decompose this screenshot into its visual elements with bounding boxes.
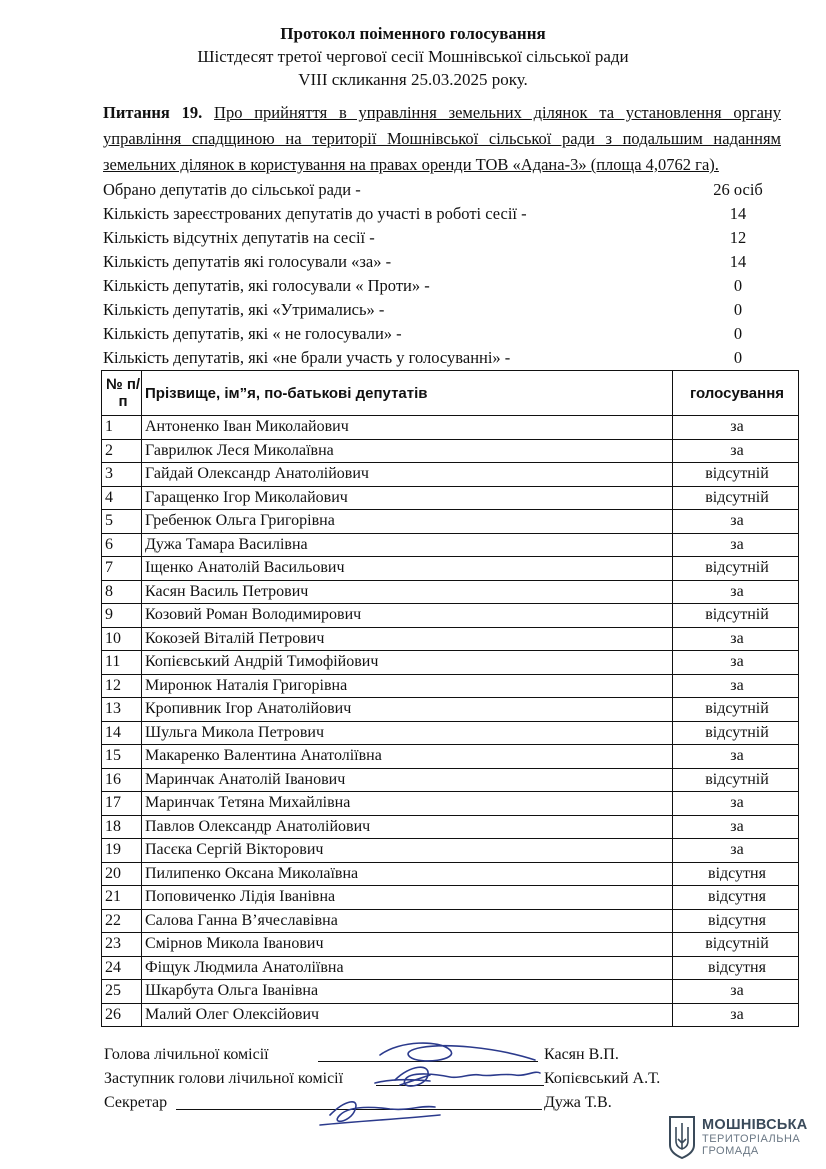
vote-result: відсутня (673, 909, 799, 933)
table-row (102, 627, 799, 651)
stat-value: 0 (733, 348, 743, 367)
stat-value: 14 (729, 204, 747, 223)
deputy-name: Гаращенко Ігор Миколайович (142, 486, 673, 510)
stat-label: Кількість зареєстрованих депутатів до участі в роботі сесії - (103, 204, 527, 223)
vote-result: за (673, 627, 799, 651)
table-row (102, 604, 799, 628)
stat-label: Кількість депутатів, які « не голосували» - (103, 324, 402, 343)
signature-name: Касян В.П. (544, 1046, 619, 1063)
agenda-question (103, 100, 781, 178)
vote-result: за (673, 580, 799, 604)
deputy-name: Смірнов Микола Іванович (142, 933, 673, 957)
stat-value: 14 (729, 252, 747, 271)
vote-result: за (673, 439, 799, 463)
stat-row (103, 298, 793, 322)
stat-row (103, 202, 793, 226)
vote-result: за (673, 792, 799, 816)
deputy-name: Гаврилюк Леся Миколаївна (142, 439, 673, 463)
roll-call-table (101, 370, 799, 1027)
row-number: 8 (102, 580, 142, 604)
column-header-vote: голосування (673, 371, 799, 416)
row-number: 17 (102, 792, 142, 816)
vote-result: за (673, 416, 799, 440)
row-number: 6 (102, 533, 142, 557)
column-header-name: Прізвище, ім”я, по-батькові депутатів (142, 371, 673, 416)
table-row (102, 721, 799, 745)
session-line: Шістдесят третої чергової сесії Мошнівської сільської ради (197, 47, 629, 66)
stat-value: 0 (733, 276, 743, 295)
stat-row (103, 322, 793, 346)
deputy-name: Пилипенко Оксана Миколаївна (142, 862, 673, 886)
logo-line-3: ГРОМАДА (702, 1145, 759, 1157)
table-row (102, 886, 799, 910)
table-row (102, 533, 799, 557)
vote-result: відсутній (673, 721, 799, 745)
deputy-name: Малий Олег Олексійович (142, 1003, 673, 1027)
table-row (102, 1003, 799, 1027)
stat-row (103, 346, 793, 370)
stat-row (103, 226, 793, 250)
vote-result: відсутня (673, 886, 799, 910)
row-number: 25 (102, 980, 142, 1004)
logo-line-2: ТЕРИТОРІАЛЬНА (702, 1133, 801, 1145)
deputy-name: Копієвський Андрій Тимофійович (142, 651, 673, 675)
vote-result: за (673, 533, 799, 557)
table-row (102, 580, 799, 604)
deputy-name: Фіщук Людмила Анатоліївна (142, 956, 673, 980)
vote-result: відсутній (673, 933, 799, 957)
vote-result: відсутній (673, 557, 799, 581)
vote-result: відсутня (673, 956, 799, 980)
deputy-name: Антоненко Іван Миколайович (142, 416, 673, 440)
row-number: 12 (102, 674, 142, 698)
row-number: 24 (102, 956, 142, 980)
row-number: 23 (102, 933, 142, 957)
stat-label: Обрано депутатів до сільської ради - (103, 180, 361, 199)
row-number: 10 (102, 627, 142, 651)
table-row (102, 439, 799, 463)
vote-result: відсутній (673, 698, 799, 722)
deputy-name: Пасєка Сергій Вікторович (142, 839, 673, 863)
deputy-name: Шульга Микола Петрович (142, 721, 673, 745)
table-row (102, 956, 799, 980)
deputy-name: Миронюк Наталія Григорівна (142, 674, 673, 698)
signature-role: Секретар (104, 1094, 168, 1111)
deputy-name: Маринчак Анатолій Іванович (142, 768, 673, 792)
table-row (102, 933, 799, 957)
deputy-name: Маринчак Тетяна Михайлівна (142, 792, 673, 816)
stat-label: Кількість депутатів, які «Утримались» - (103, 300, 385, 319)
vote-result: за (673, 745, 799, 769)
row-number: 16 (102, 768, 142, 792)
document-header (0, 22, 826, 91)
row-number: 5 (102, 510, 142, 534)
vote-result: за (673, 839, 799, 863)
vote-result: відсутній (673, 463, 799, 487)
deputy-name: Гайдай Олександр Анатолійович (142, 463, 673, 487)
stat-label: Кількість депутатів, які голосували « Проти» - (103, 276, 430, 295)
table-row (102, 510, 799, 534)
table-row (102, 980, 799, 1004)
table-row (102, 768, 799, 792)
row-number: 18 (102, 815, 142, 839)
stat-label: Кількість депутатів, які «не брали участь у голосуванні» - (103, 348, 511, 367)
stat-value: 12 (729, 228, 747, 247)
row-number: 22 (102, 909, 142, 933)
table-body (102, 416, 799, 1027)
signature-role: Голова лічильної комісії (104, 1046, 269, 1063)
row-number: 13 (102, 698, 142, 722)
table-row (102, 815, 799, 839)
stat-value: 26 осіб (713, 180, 763, 199)
row-number: 1 (102, 416, 142, 440)
row-number: 2 (102, 439, 142, 463)
vote-result: за (673, 510, 799, 534)
question-number: Питання 19. (103, 103, 203, 122)
vote-result: за (673, 674, 799, 698)
stat-row (103, 178, 793, 202)
deputy-name: Іщенко Анатолій Васильович (142, 557, 673, 581)
vote-result: відсутній (673, 604, 799, 628)
table-row (102, 792, 799, 816)
signature-name: Копієвський А.Т. (544, 1070, 661, 1087)
deputy-name: Шкарбута Ольга Іванівна (142, 980, 673, 1004)
table-row (102, 698, 799, 722)
table-row (102, 839, 799, 863)
deputy-name: Салова Ганна В’ячеславівна (142, 909, 673, 933)
table-row (102, 862, 799, 886)
deputy-name: Кропивник Ігор Анатолійович (142, 698, 673, 722)
signature-role: Заступник голови лічильної комісії (104, 1070, 344, 1087)
table-row (102, 745, 799, 769)
stat-row (103, 250, 793, 274)
vote-result: відсутній (673, 486, 799, 510)
stat-value: 0 (733, 300, 743, 319)
table-row (102, 557, 799, 581)
deputy-name: Макаренко Валентина Анатоліївна (142, 745, 673, 769)
row-number: 21 (102, 886, 142, 910)
column-header-number: № п/п (102, 371, 142, 416)
deputy-name: Дужа Тамара Василівна (142, 533, 673, 557)
convocation-date-line: VIII скликання 25.03.2025 року. (298, 70, 528, 89)
vote-result: відсутня (673, 862, 799, 886)
vote-result: відсутній (673, 768, 799, 792)
deputy-name: Касян Василь Петрович (142, 580, 673, 604)
deputy-name: Гребенюк Ольга Григорівна (142, 510, 673, 534)
vote-result: за (673, 1003, 799, 1027)
vote-result: за (673, 980, 799, 1004)
signature-name: Дужа Т.В. (544, 1094, 612, 1111)
stat-value: 0 (733, 324, 743, 343)
table-row (102, 486, 799, 510)
row-number: 7 (102, 557, 142, 581)
stat-label: Кількість депутатів які голосували «за» - (103, 252, 392, 271)
deputy-name: Павлов Олександр Анатолійович (142, 815, 673, 839)
row-number: 4 (102, 486, 142, 510)
vote-result: за (673, 651, 799, 675)
table-row (102, 463, 799, 487)
community-logo (668, 1115, 818, 1161)
trident-icon (668, 1115, 696, 1159)
row-number: 19 (102, 839, 142, 863)
row-number: 9 (102, 604, 142, 628)
vote-result: за (673, 815, 799, 839)
stat-label: Кількість відсутніх депутатів на сесії - (103, 228, 375, 247)
row-number: 3 (102, 463, 142, 487)
stat-row (103, 274, 793, 298)
question-text: Про прийняття в управління земельних ділянок та установлення органу управління спадщиною на території Мошнівської сільської ради з подальшим наданням земельних ділянок в користування на правах оренди ТОВ «Адана-3» (площа 4,0762 га). (103, 103, 782, 174)
table-row (102, 416, 799, 440)
table-row (102, 909, 799, 933)
table-row (102, 651, 799, 675)
row-number: 15 (102, 745, 142, 769)
row-number: 11 (102, 651, 142, 675)
logo-line-1: МОШНІВСЬКА (702, 1117, 808, 1133)
deputy-name: Козовий Роман Володимирович (142, 604, 673, 628)
vote-statistics (103, 178, 793, 370)
table-header-row (102, 371, 799, 416)
deputy-name: Поповиченко Лідія Іванівна (142, 886, 673, 910)
handwritten-signatures (300, 1035, 550, 1135)
row-number: 14 (102, 721, 142, 745)
row-number: 20 (102, 862, 142, 886)
deputy-name: Кокозей Віталій Петрович (142, 627, 673, 651)
document-title: Протокол поіменного голосування (280, 24, 546, 43)
row-number: 26 (102, 1003, 142, 1027)
table-row (102, 674, 799, 698)
